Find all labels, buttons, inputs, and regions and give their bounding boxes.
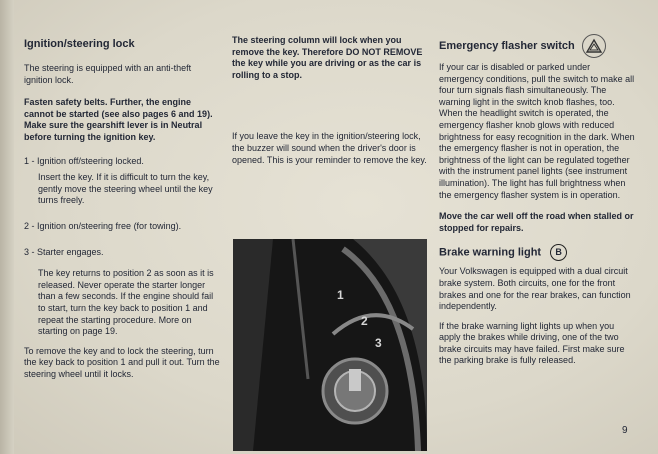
item-1: 1 - Ignition off/steering locked. (24, 155, 144, 166)
belt-warning: Fasten safety belts. Further, the engine cannot be started (see also pages 6 and 19). Make sure the gearshift lever is in Neutral before turning the ignition key. (24, 97, 213, 142)
photo-label-1: 1 (337, 288, 344, 302)
headlight-text: When the headlight switch is operated, the emergency flasher knob glows with reduced brightness for easy recognition in the dark. When the emergency flasher is not in operation, the brightness of the light can be regulated together with the instrument panel lights (see instrument illumination). The light has full brightness when the emergency flasher system is in operation. (439, 108, 635, 200)
brake-warning-title-text: Brake warning light (439, 246, 542, 259)
item-2: 2 - Ignition on/steering free (for towing). (24, 220, 182, 231)
item-1-text: Insert the key. If it is difficult to turn the key, gently move the steering wheel until the key turns freely. (38, 172, 213, 206)
remove-key-text: To remove the key and to lock the steering, turn the key back to position 1 and pull it out. Turn the steering wheel until it locks. (24, 345, 220, 379)
middle-column (232, 35, 428, 166)
left-column (24, 38, 220, 380)
right-column (439, 34, 636, 367)
ignition-lock-photo (233, 239, 427, 451)
move-car-warning: Move the car well off the road when stalled or stopped for repairs. (439, 211, 634, 233)
ignition-intro: The steering is equipped with an anti-theft ignition lock. (24, 63, 192, 85)
item-3: 3 - Starter engages. (24, 246, 104, 257)
buzzer-text: If you leave the key in the ignition/steering lock, the buzzer will sound when the driver's door is opened. This is your reminder to remove the key. (232, 131, 427, 165)
item-3-text: The key returns to position 2 as soon as it is released. Never operate the starter longer than a few seconds. If the engine should fail to start, turn the key back to position 1 and repeat the starting procedure. More on starting on page 19. (38, 268, 214, 337)
brake-text-2: If the brake warning light lights up when you apply the brakes while driving, one of the two brake circuits may have failed. First make sure the parking brake is fully released. (439, 320, 625, 366)
brake-warning-icon: B (550, 244, 567, 261)
steering-lock-warning: The steering column will lock when you remove the key. Therefore DO NOT REMOVE the key while you are driving or as the car is rolling to a stop. (232, 35, 423, 80)
emergency-flasher-title (439, 34, 636, 58)
ignition-photo-svg (233, 239, 427, 451)
flasher-text: If your car is disabled or parked under emergency conditions, pull the switch to make all four turn signals flash simultaneously. The warning light in the switch knob flashes, too. (439, 62, 635, 107)
hazard-triangle-icon (582, 34, 606, 58)
brake-text: Your Volkswagen is equipped with a dual circuit brake system. Both circuits, one for the front brakes and one for the rear brakes, can function independently. (439, 266, 631, 312)
ignition-lock-title: Ignition/steering lock (24, 38, 135, 50)
photo-label-3: 3 (375, 336, 382, 350)
photo-label-2: 2 (361, 314, 368, 328)
page-number: 9 (622, 425, 628, 436)
emergency-flasher-title-text: Emergency flasher switch (439, 39, 575, 52)
page-spine-shadow (0, 0, 14, 454)
brake-warning-title (439, 244, 636, 261)
